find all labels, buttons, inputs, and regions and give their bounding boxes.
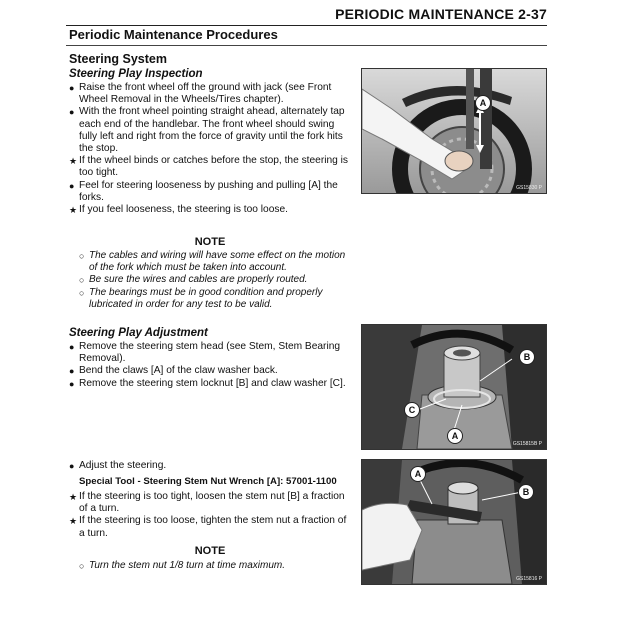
adjustment-step: ● Adjust the steering. (69, 460, 167, 471)
figure-code: GS15830 P (516, 185, 542, 191)
stem-locknut-photo (361, 324, 547, 450)
adjustment-note (79, 560, 351, 572)
note-title: NOTE (194, 545, 226, 557)
adjust-step (69, 460, 351, 472)
note-item: ○ The bearings must be in good condition and properly lubricated in order for any test to be valid. (79, 286, 323, 310)
figure-code: GS15815B P (512, 441, 542, 447)
special-tool: Special Tool - Steering Stem Nut Wrench [A]: 57001-1100 (79, 476, 337, 487)
inspection-step: ★ If the wheel binds or catches before the stop, the steering is too tight. (69, 155, 348, 179)
callout-b: B (519, 349, 535, 365)
adjustment-step: ● Bend the claws [A] of the claw washer back. (69, 365, 278, 377)
callout-a: A (410, 466, 426, 482)
inspection-steps (69, 82, 351, 216)
figure-code: GS15816 P (516, 576, 542, 582)
steering-system-heading: Steering System (69, 52, 167, 66)
callout-a: A (475, 95, 491, 111)
steering-play-inspection-heading: Steering Play Inspection (69, 68, 203, 80)
running-header: PERIODIC MAINTENANCE 2-37 (335, 6, 547, 22)
note-item: ○ Turn the stem nut 1/8 turn at time maximum. (79, 560, 285, 571)
adjustment-steps (69, 341, 351, 390)
header-rule (66, 25, 547, 26)
section-rule (66, 45, 547, 46)
inspection-step: ★ If you feel looseness, the steering is too loose. (69, 204, 288, 216)
inspection-note (79, 250, 351, 311)
callout-a: A (447, 428, 463, 444)
note-title: NOTE (194, 236, 226, 248)
adjustment-step: ● Remove the steering stem head (see Stem, Stem Bearing Removal). (69, 341, 341, 365)
steering-play-adjustment-heading: Steering Play Adjustment (69, 327, 208, 339)
inspection-step: ● Raise the front wheel off the ground with jack (see Front Wheel Removal in the Wheels/Tires chapter). (69, 82, 332, 106)
note-item: ○ Be sure the wires and cables are properly routed. (79, 274, 308, 286)
callout-c: C (404, 402, 420, 418)
adjustment-results (69, 491, 351, 540)
stem-nut-wrench-photo (361, 459, 547, 585)
inspection-step: ● Feel for steering looseness by pushing and pulling [A] the forks. (69, 179, 338, 203)
section-title: Periodic Maintenance Procedures (69, 27, 278, 42)
front-fork-photo (361, 68, 547, 194)
inspection-step: ● With the front wheel pointing straight ahead, alternately tap each end of the handlebar. The front wheel should swing fully left and right from the force of gravity until the fork hits the stop. (69, 106, 345, 155)
callout-b: B (518, 484, 534, 500)
note-item: ○ The cables and wiring will have some effect on the motion of the fork which must be taken into account. (79, 250, 346, 274)
adjustment-step: ● Remove the steering stem locknut [B] and claw washer [C]. (69, 377, 346, 389)
fork-leg-shape (480, 69, 492, 169)
adjustment-step: ★ If the steering is too loose, tighten the stem nut a fraction of a turn. (69, 515, 347, 539)
adjustment-step: ★ If the steering is too tight, loosen the stem nut [B] a fraction of a turn. (69, 491, 345, 515)
